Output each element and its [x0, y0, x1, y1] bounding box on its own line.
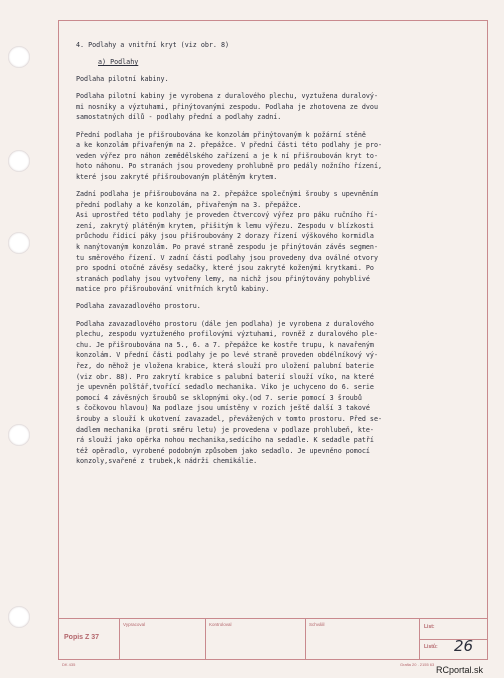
subsection-heading	[76, 57, 478, 68]
text-line: řez, do něhož je vložena krabice, která slouží pro uložení palubní baterie	[76, 361, 374, 370]
text-line: pomocí 4 závěsných šroubů se sklopnými oky.(od 7. serie pomocí 3 šroubů	[76, 393, 362, 402]
paragraph	[76, 91, 478, 123]
paragraph	[76, 74, 478, 85]
text-line: Podlaha zavazadlového prostoru.	[76, 302, 201, 311]
punch-hole	[8, 232, 30, 254]
paragraph	[76, 301, 478, 312]
title-block-popis	[58, 619, 120, 659]
text-line: šrouby a slouží k ukotvení zavazadel, převážených v tomto prostoru. Před se-	[76, 414, 382, 423]
text-line: k nanýtovaným konzolám. Po pravé straně zespodu je přinýtován závěs segmen-	[76, 243, 378, 251]
text-line: matice pro přišroubování vnitřních krytů kabiny.	[76, 285, 270, 294]
text-line: konzoly,svařené z trubek,k nádrži chemikálie.	[76, 457, 258, 466]
paragraph	[76, 130, 478, 183]
paragraph	[76, 319, 478, 467]
paragraph-container	[76, 74, 478, 467]
text-line: Podlaha pilotní kabiny.	[76, 75, 169, 84]
title-block-vypracoval	[120, 619, 206, 659]
document-body	[76, 40, 478, 473]
text-line: samostatných dílů - podlahy přední a podlahy zadní.	[76, 113, 282, 122]
text-line: je upevněn polštář,tvořící sedadlo mechanika. Víko je uchyceno do 6. serie	[76, 383, 374, 392]
footer-print-code: Grafia 20 . 2155 63	[400, 662, 435, 667]
subsection-heading-text: a) Podlahy	[98, 58, 139, 67]
kontroloval-label: Kontroloval	[209, 622, 232, 627]
text-line: mi nosníky a výztuhami, přinýtovanými zespodu. Podlaha je zhotovena ze dvou	[76, 102, 378, 111]
listu-value: 26	[454, 637, 474, 655]
text-line: plechu, zespodu vyztuženého profilovými výztuhami, rovněž z duralového ple-	[76, 330, 378, 339]
text-line: pro spodní otočné závěsy sedačky, které jsou zakryté koženými krytkami. Po	[76, 264, 374, 273]
text-line: též opěradlo, vyrobené podobným způsobem jako sedadlo. Je upevněno pomocí	[76, 446, 370, 455]
text-line: chu. Je přišroubována na 5., 6. a 7. přepážce ke kostře trupu, k navařeným	[76, 340, 374, 349]
section-heading-text: 4. Podlahy a vnitřní kryt (viz obr. 8)	[76, 41, 229, 49]
text-line: a ke konzolám přivařeným na 2. přepážce. V přední části této podlahy je pro-	[76, 141, 382, 150]
text-line: (viz obr. 88). Pro zakrytí krabice s palubní baterií slouží víko, na které	[76, 372, 374, 381]
text-line: Přední podlaha je přišroubována ke konzolám přinýtovaným k požární stěně	[76, 130, 366, 139]
text-line: stranách podlahy jsou vytvořeny lemy, na nichž jsou přinýtovány pohyblivé	[76, 274, 370, 283]
title-block-kontroloval	[206, 619, 306, 659]
title-block	[58, 618, 488, 660]
text-line: které jsou zakryté přišroubovaným plátěným krytem.	[76, 172, 278, 181]
list-label: List:	[424, 624, 435, 630]
popis-label: Popis Z 37	[64, 634, 100, 641]
watermark: RCportal.sk	[436, 665, 484, 675]
text-line: s čočkovou hlavou) Na podlaze jsou umístěny v rozích ještě další 3 takové	[76, 404, 370, 413]
section-heading	[76, 40, 478, 51]
text-line: konzolám. V přední části podlahy je po levé straně proveden obdélníkový vý-	[76, 351, 378, 360]
listu-label: Listů:	[424, 644, 438, 650]
paragraph	[76, 189, 478, 295]
title-block-schvalil	[306, 619, 420, 659]
text-line: Podlaha zavazadlového prostoru (dále jen podlaha) je vyrobena z duralového	[76, 319, 374, 328]
punch-hole	[8, 150, 30, 172]
text-line: Asi uprostřed této podlahy je proveden čtvercový výřez pro páku ručního ří-	[76, 211, 378, 220]
text-line: Zadní podlaha je přišroubována na 2. přepážce společnými šrouby s upevněním	[76, 190, 378, 199]
text-line: tu směrového řízení. V zadní části podlahy jsou provedeny dva oválné otvory	[76, 253, 378, 262]
text-line: dadlem mechanika (proti směru letu) je provedena v podlaze prohlubeň, kte-	[76, 425, 374, 434]
schvalil-label: Schválil	[309, 622, 325, 627]
text-line: rá slouží jako opěrka nohou mechanika,sedícího na sedadle. K sedadle patří	[76, 436, 374, 445]
punch-hole	[8, 46, 30, 68]
title-block-list	[420, 619, 488, 659]
text-line: veden výřez pro náhon zemědělského zařízení a je k ní přišroubován kryt to-	[76, 151, 378, 160]
text-line: hoto náhonu. Po stranách jsou provedeny prohlubně pro pedály nožního řízení,	[76, 162, 382, 171]
text-line: zení, zakrytý plátěným krytem, přišitým k lemu výřezu. Zespodu v blízkosti	[76, 221, 374, 230]
text-line: Podlaha pilotní kabiny je vyrobena z duralového plechu, vyztužena duralový-	[76, 92, 378, 101]
punch-hole	[8, 424, 30, 446]
text-line: průchodu řídicí páky jsou přišroubovány 2 dorazy řízení výškového kormidla	[76, 232, 374, 241]
text-line: přední podlahy a ke konzolám, přivařeným na 3. přepážce.	[76, 200, 302, 209]
punch-hole	[8, 606, 30, 628]
footer-form-code: DK 435	[62, 662, 76, 667]
vypracoval-label: Vypracoval	[123, 622, 146, 627]
